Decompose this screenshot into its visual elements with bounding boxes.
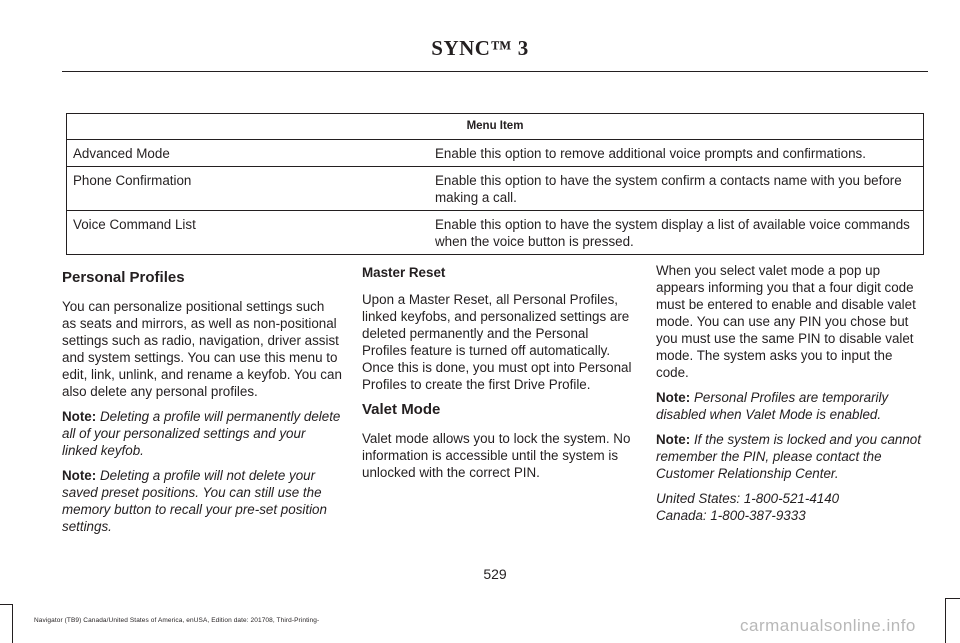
menu-item-description: Enable this option to have the system confirm a contacts name with you before making a call. bbox=[430, 167, 924, 211]
crop-mark-left bbox=[12, 604, 13, 643]
valet-mode-body-2: When you select valet mode a pop up appears informing you that a four digit code must be entered to enable and disable valet mode. You can use any PIN you chose but you must use the same PIN to disable valet mode. The system asks you to input the code. bbox=[656, 263, 916, 380]
page-number: 529 bbox=[483, 566, 507, 582]
watermark: carmanualsonline.info bbox=[740, 616, 916, 635]
footer-edition-info: Navigator (TB9) Canada/United States of America, enUSA, Edition date: 201708, Third-Printing- bbox=[34, 617, 320, 624]
menu-item-name: Advanced Mode bbox=[67, 140, 431, 167]
crop-mark-right-bottom bbox=[945, 598, 960, 599]
crop-mark-right bbox=[945, 598, 946, 643]
note-text: If the system is locked and you cannot remember the PIN, please contact the Customer Relationship Center. bbox=[656, 432, 921, 481]
column-personal-profiles bbox=[62, 262, 342, 543]
note-label: Note: bbox=[62, 468, 97, 483]
note-paragraph bbox=[62, 467, 342, 535]
menu-item-description: Enable this option to have the system display a list of available voice commands when the voice button is pressed. bbox=[430, 211, 924, 255]
crop-mark-left-bottom bbox=[0, 604, 12, 605]
phone-canada: Canada: 1-800-387-9333 bbox=[656, 508, 806, 523]
table-row bbox=[67, 167, 924, 211]
page-header-title: SYNC™ 3 bbox=[431, 36, 529, 60]
column-valet-details bbox=[656, 262, 928, 524]
phone-us: United States: 1-800-521-4140 bbox=[656, 491, 840, 506]
note-label: Note: bbox=[656, 432, 691, 447]
note-paragraph bbox=[656, 431, 928, 482]
note-label: Note: bbox=[656, 390, 691, 405]
header-divider bbox=[62, 71, 928, 72]
note-label: Note: bbox=[62, 409, 97, 424]
master-reset-body: Upon a Master Reset, all Personal Profiles, linked keyfobs, and personalized settings are deleted permanently and the Personal Profiles feature is turned off automatically. Once this is done, you must opt into Personal Profiles to create the first Drive Profile. bbox=[362, 292, 632, 392]
menu-item-table bbox=[66, 113, 924, 255]
menu-item-name: Voice Command List bbox=[67, 211, 431, 255]
note-text: Personal Profiles are temporarily disabled when Valet Mode is enabled. bbox=[656, 390, 889, 422]
menu-item-description: Enable this option to remove additional voice prompts and confirmations. bbox=[430, 140, 924, 167]
section-heading-valet-mode: Valet Mode bbox=[362, 401, 441, 418]
note-paragraph bbox=[656, 389, 928, 423]
subheading-master-reset: Master Reset bbox=[362, 265, 446, 280]
column-master-reset bbox=[362, 264, 632, 489]
section-heading-personal-profiles: Personal Profiles bbox=[62, 269, 185, 286]
note-text: Deleting a profile will not delete your saved preset positions. You can still use the memory button to recall your pre-set position settings. bbox=[62, 468, 327, 534]
table-header-menu-item: Menu Item bbox=[67, 114, 924, 140]
phone-numbers bbox=[656, 490, 928, 524]
note-text: Deleting a profile will permanently delete all of your personalized settings and your linked keyfob. bbox=[62, 409, 341, 458]
personal-profiles-body: You can personalize positional settings such as seats and mirrors, as well as non-positional settings such as radio, navigation, driver assist and system settings. You can use this menu to edit, link, unlink, and rename a keyfob. You can also delete any personal profiles. bbox=[62, 299, 342, 399]
table-header-row bbox=[67, 114, 924, 140]
table-row bbox=[67, 140, 924, 167]
note-paragraph bbox=[62, 408, 342, 459]
menu-item-name: Phone Confirmation bbox=[67, 167, 431, 211]
valet-mode-body: Valet mode allows you to lock the system. No information is accessible until the system is unlocked with the correct PIN. bbox=[362, 431, 631, 480]
table-row bbox=[67, 211, 924, 255]
